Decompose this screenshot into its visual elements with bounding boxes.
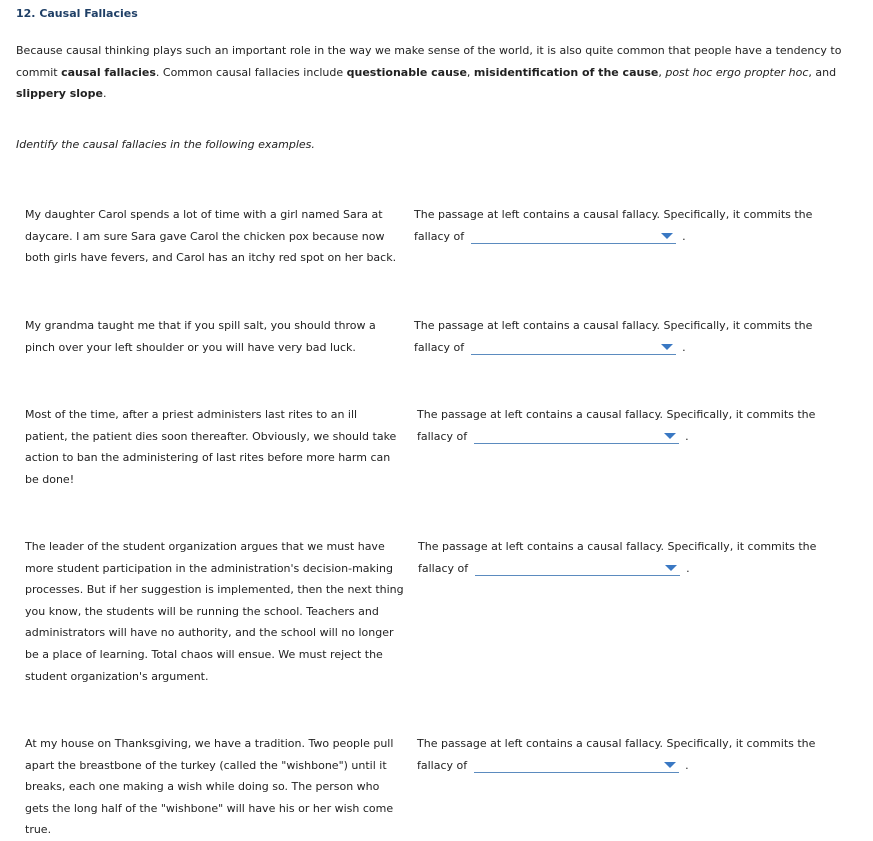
- passage-line: true.: [25, 823, 52, 837]
- intro-text: ,: [658, 65, 666, 79]
- passage-line: apart the breastbone of the turkey (called the "wishbone") until it: [25, 758, 387, 772]
- fallacy-of-label: fallacy of: [417, 429, 468, 443]
- passage-line: student organization's argument.: [25, 669, 209, 683]
- instruction-text: Identify the causal fallacies in the following examples.: [16, 138, 315, 151]
- period: .: [685, 429, 689, 443]
- passage-1: [25, 204, 396, 269]
- intro-text: , and: [808, 65, 837, 79]
- fallacy-dropdown-4[interactable]: [475, 561, 680, 576]
- period: .: [682, 340, 686, 354]
- dropdown-arrow-icon[interactable]: [664, 762, 676, 768]
- answer-prompt: The passage at left contains a causal fallacy. Specifically, it commits the: [417, 737, 816, 750]
- passage-line: you know, the students will be running the school. Teachers and: [25, 604, 379, 618]
- answer-prompt: The passage at left contains a causal fallacy. Specifically, it commits the: [414, 319, 813, 332]
- fallacy-of-label: fallacy of: [417, 758, 468, 772]
- passage-line: be a place of learning. Total chaos will ensue. We must reject the: [25, 647, 383, 661]
- passage-line: patient, the patient dies soon thereafter. Obviously, we should take: [25, 429, 397, 443]
- answer-block-3: [417, 404, 837, 447]
- intro-text: ,: [466, 65, 474, 79]
- passage-4: [25, 536, 404, 687]
- fallacy-dropdown-5[interactable]: [474, 758, 679, 773]
- fallacy-of-label: fallacy of: [414, 340, 465, 354]
- answer-block-5: [417, 733, 837, 776]
- answer-prompt: The passage at left contains a causal fallacy. Specifically, it commits the: [417, 408, 816, 421]
- fallacy-of-label: fallacy of: [414, 229, 465, 243]
- passage-line: Most of the time, after a priest administers last rites to an ill: [25, 408, 358, 421]
- fallacy-dropdown-3[interactable]: [474, 429, 679, 444]
- intro-paragraph: [16, 40, 846, 105]
- intro-bold-misidentification: misidentification of the cause: [473, 65, 659, 79]
- passage-line: The leader of the student organization argues that we must have: [25, 540, 385, 553]
- passage-line: gets the long half of the "wishbone" will have his or her wish come: [25, 801, 394, 815]
- dropdown-arrow-icon[interactable]: [661, 233, 673, 239]
- answer-block-2: [414, 315, 834, 358]
- passage-2: [25, 315, 376, 358]
- answer-prompt: The passage at left contains a causal fallacy. Specifically, it commits the: [414, 208, 813, 221]
- fallacy-dropdown-2[interactable]: [471, 340, 676, 355]
- passage-3: [25, 404, 396, 490]
- intro-bold-questionable-cause: questionable cause: [346, 65, 467, 79]
- intro-bold-slippery-slope: slippery slope: [16, 87, 103, 100]
- passage-line: be done!: [25, 472, 75, 486]
- period: .: [686, 561, 690, 575]
- passage-line: My daughter Carol spends a lot of time with a girl named Sara at: [25, 208, 383, 221]
- passage-line: administrators will have no authority, and the school will no longer: [25, 626, 394, 640]
- passage-line: more student participation in the administration's decision-making: [25, 561, 393, 575]
- fallacy-of-label: fallacy of: [418, 561, 469, 575]
- answer-block-1: [414, 204, 834, 247]
- passage-line: both girls have fevers, and Carol has an itchy red spot on her back.: [25, 251, 397, 265]
- passage-line: daycare. I am sure Sara gave Carol the chicken pox because now: [25, 229, 385, 243]
- answer-block-4: [418, 536, 838, 579]
- intro-italic-post-hoc: post hoc ergo propter hoc: [665, 65, 809, 79]
- period: .: [682, 229, 686, 243]
- intro-text: . Common causal fallacies include: [155, 65, 347, 79]
- answer-prompt: The passage at left contains a causal fallacy. Specifically, it commits the: [418, 540, 817, 553]
- period: .: [685, 758, 689, 772]
- passage-line: action to ban the administering of last rites before more harm can: [25, 451, 391, 465]
- passage-line: At my house on Thanksgiving, we have a tradition. Two people pull: [25, 737, 394, 750]
- page-title: 12. Causal Fallacies: [16, 7, 138, 20]
- intro-text: Because causal thinking plays such an important role in the way we make sense of the world, it is also quite common that people have a tendency to commit: [16, 44, 842, 79]
- passage-line: breaks, each one making a wish while doing so. The person who: [25, 780, 380, 794]
- intro-bold-causal-fallacies: causal fallacies: [61, 65, 156, 79]
- passage-line: pinch over your left shoulder or you will have very bad luck.: [25, 340, 356, 354]
- dropdown-arrow-icon[interactable]: [661, 344, 673, 350]
- dropdown-arrow-icon[interactable]: [664, 433, 676, 439]
- passage-line: processes. But if her suggestion is implemented, then the next thing: [25, 583, 404, 597]
- passage-line: My grandma taught me that if you spill salt, you should throw a: [25, 319, 376, 332]
- fallacy-dropdown-1[interactable]: [471, 229, 676, 244]
- passage-5: [25, 733, 393, 841]
- intro-text: .: [102, 87, 107, 100]
- dropdown-arrow-icon[interactable]: [665, 565, 677, 571]
